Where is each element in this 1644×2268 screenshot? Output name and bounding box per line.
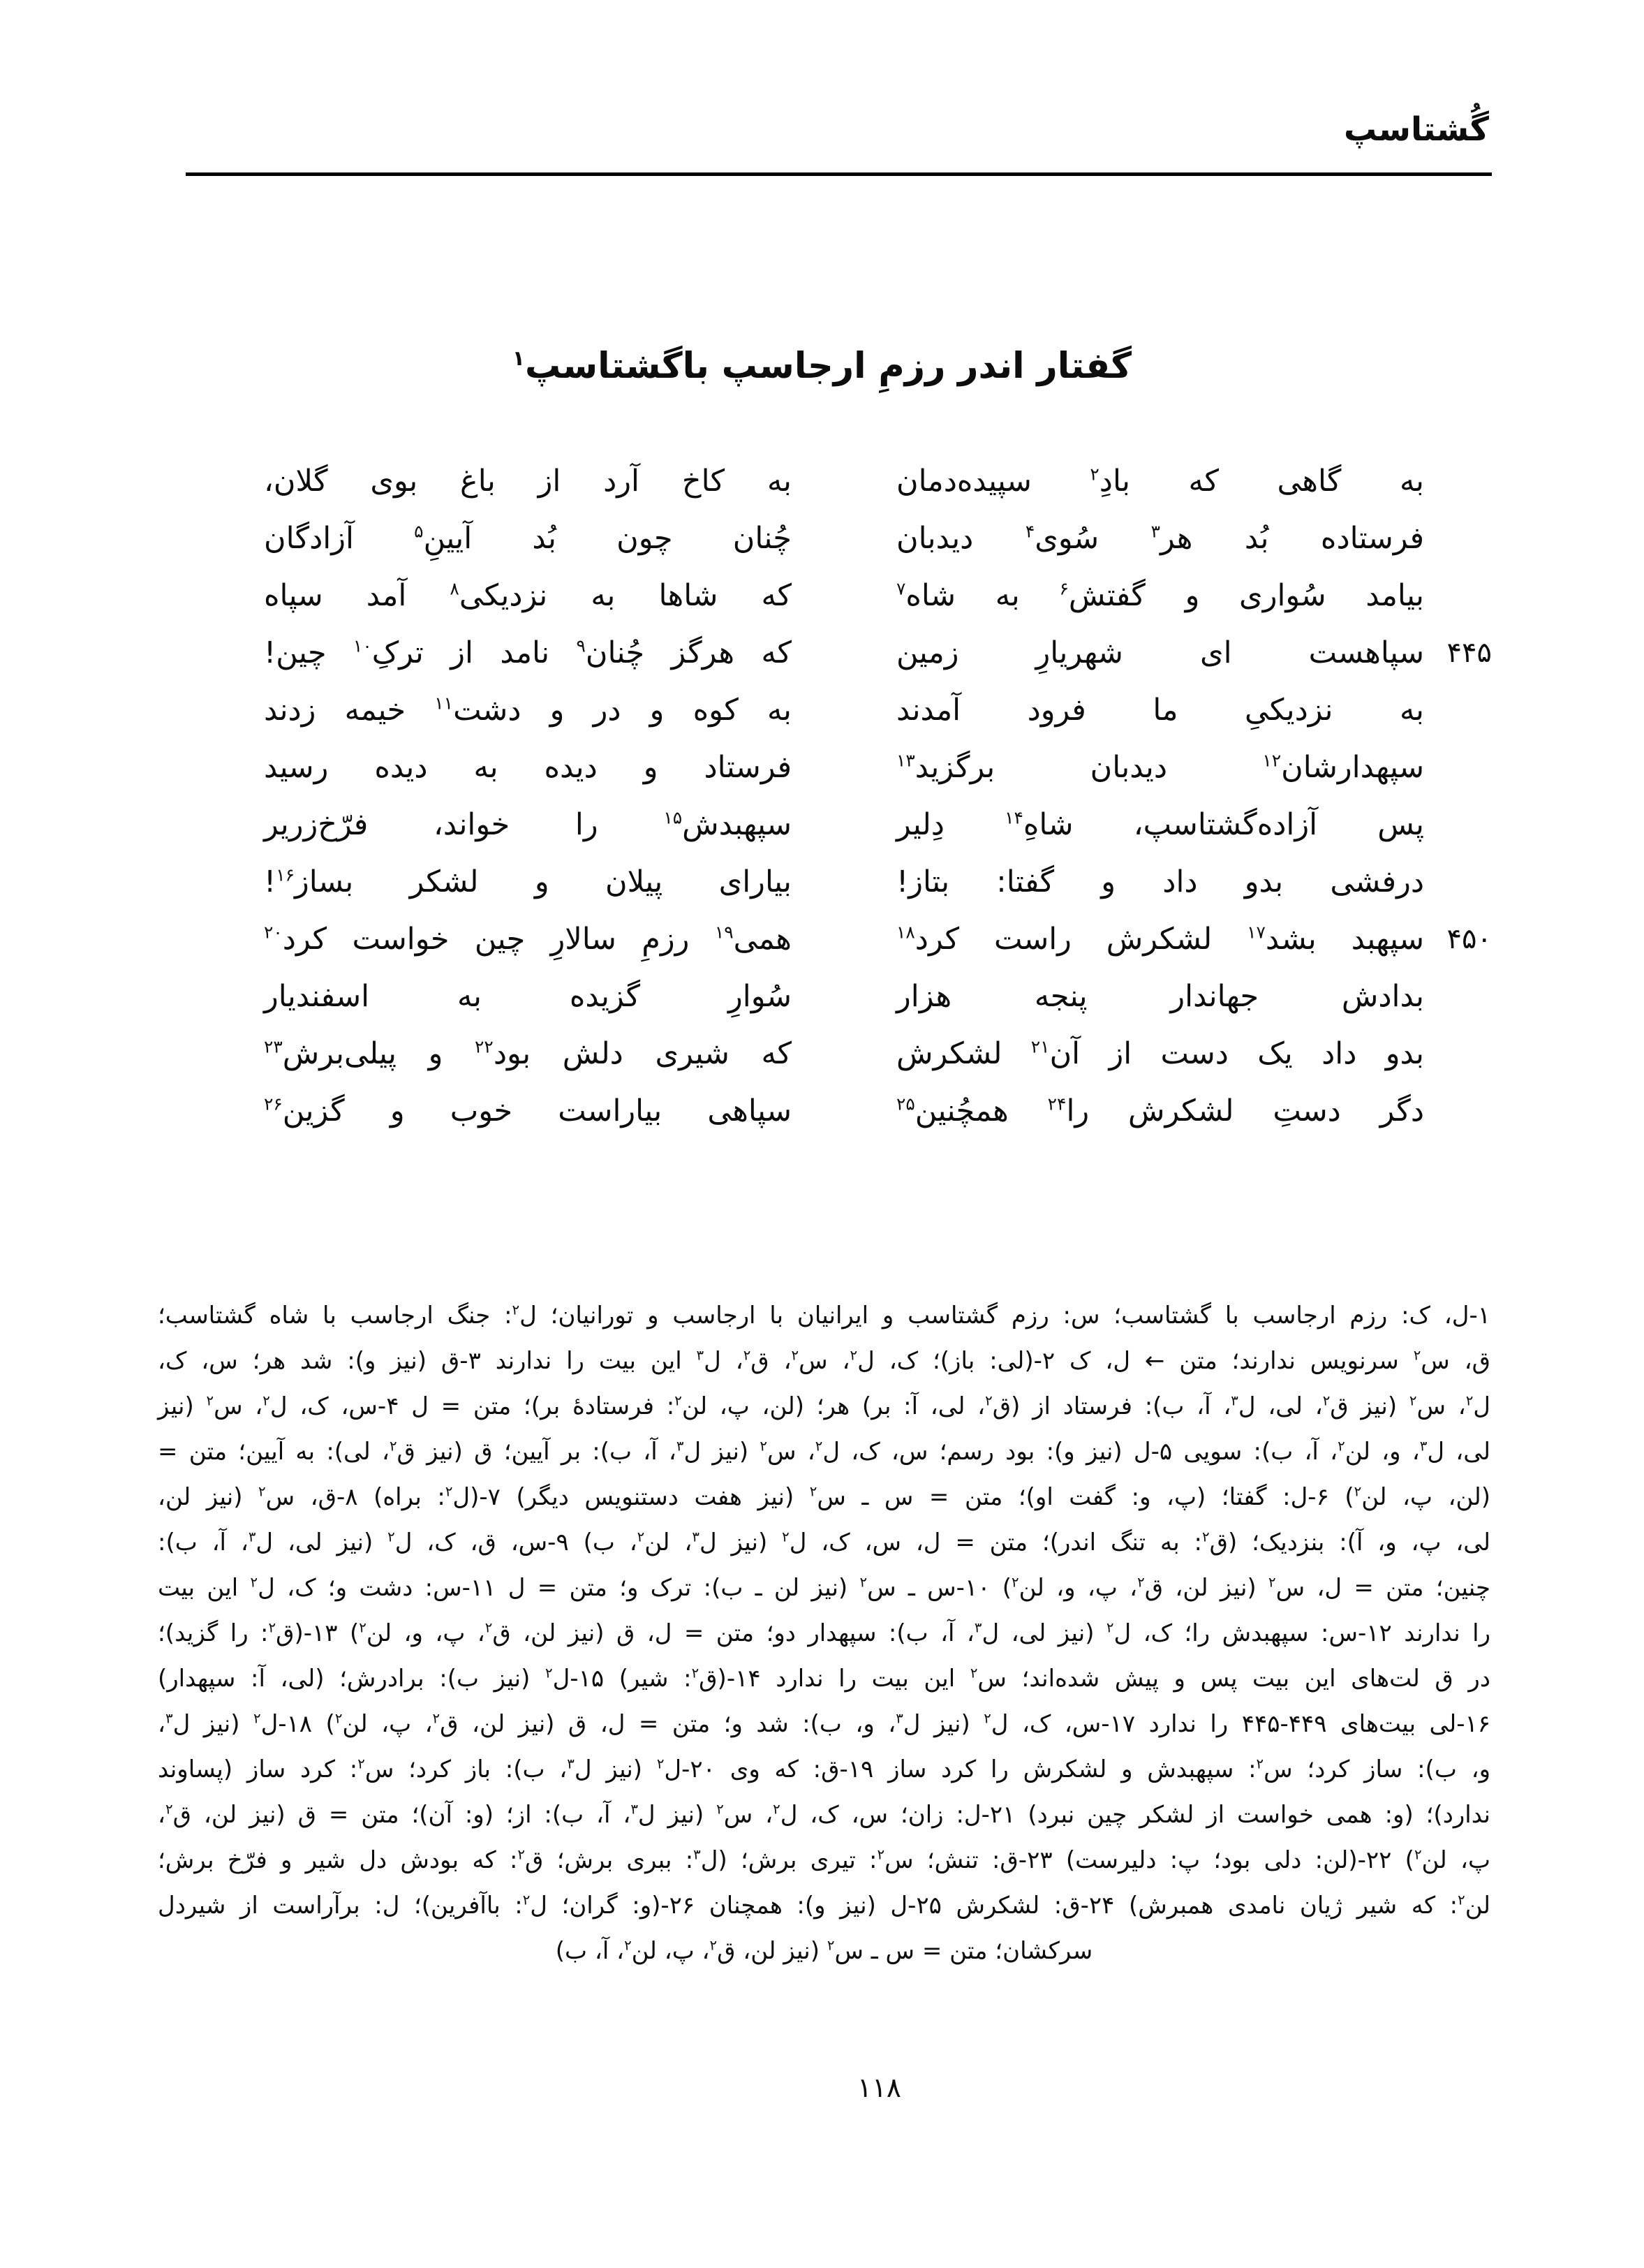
hemistich-left: سپاهی بیاراست خوب و گزین$^{۲۶}$ xyxy=(264,1094,792,1128)
hemistich-left: به کوه و در و دشت$^{۱۱}$ خیمه زدند xyxy=(264,693,792,728)
hemistich-left: به کاخ آرد از باغ بوی گلان، xyxy=(264,464,792,499)
apparatus-line: لی، پ، و، آ): بنزدیک؛ (ق$^۲$: به تنگ اندر)؛ متن = ل، س، ک، ل$^۲$ (نیز ل$^۳$، لن$^۲$، ب) ۹-س، ق، ک، ل$^۲$ (نیز لی، ل$^۳$، آ، ب): xyxy=(158,1529,1491,1556)
apparatus-line: در ق لت‌های این بیت پس و پیش شده‌اند؛ س$^۲$ این بیت را ندارد ۱۴-(ق$^۲$: شیر) ۱۵-ل$^۲$ (نیز ب): برادرش؛ (لی، آ: سپهدار) xyxy=(158,1665,1490,1693)
hemistich-left: که شیری دلش بود$^{۲۲}$ و پیلی‌برش$^{۲۳}$ xyxy=(264,1036,792,1071)
hemistich-right: بدو داد یک دست از آن$^{۲۱}$ لشکرش xyxy=(896,1036,1424,1071)
critical-apparatus xyxy=(158,1293,1490,1974)
hemistich-left: سپهبدش$^{۱۵}$ را خواند، فرّخ‌زریر xyxy=(264,807,792,842)
hemistich-left: سُوارِ گزیده به اسفندیار xyxy=(264,979,792,1014)
apparatus-line: چنین؛ متن = ل، س$^۲$ (نیز لن، ق$^۲$، پ، و، لن$^۲$) ۱۰-س ـ س$^۲$ (نیز لن ـ ب): ترک و؛ متن = ل ۱۱-س: دشت و؛ ک، ل$^۲$ این بیت xyxy=(158,1574,1491,1602)
hemistich-left: که شاها به نزدیکی$^۸$ آمد سپاه xyxy=(264,578,792,613)
apparatus-line: ق، س$^۲$ سرنویس ندارند؛ متن ← ل، ک ۲-(لی: باز)؛ ک، ل$^۲$، س$^۲$، ق$^۲$، ل$^۳$ این بیت را ندارند ۳-ق (نیز و): شد هر؛ س، ک، xyxy=(158,1347,1491,1375)
hemistich-right: سپهدارشان$^{۱۲}$ دیدبان برگزید$^{۱۳}$ xyxy=(896,750,1424,785)
hemistich-right: بیامد سُواری و گفتش$^۶$ به شاه$^۷$ xyxy=(896,578,1424,613)
hemistich-left: که هرگز چُنان$^۹$ نامد از ترکِ$^{۱۰}$ چین! xyxy=(264,635,792,670)
hemistich-left: همی$^{۱۹}$ رزمِ سالارِ چین خواست کرد$^{۲۰}$ xyxy=(264,922,792,957)
hemistich-right: پس آزاده‌گشتاسپ، شاهِ$^{۱۴}$ دِلیر xyxy=(896,807,1424,842)
apparatus-line: ۱۶-لی بیت‌های ‎۴۴۵-۴۴۹‎ را ندارد ۱۷-س، ک، ل$^۲$ (نیز ل$^۳$، و، ب): شد و؛ متن = ل، ق (نیز لن، ق$^۲$، پ، لن$^۲$) ۱۸-ل$^۲$ (نیز ل$^۳$، xyxy=(158,1710,1490,1738)
hemistich-left: چُنان چون بُد آیینِ$^۵$ آزادگان xyxy=(264,521,792,556)
hemistich-right: به نزدیکیِ ما فرود آمدند xyxy=(896,693,1424,728)
apparatus-line: لن$^۲$: که شیر ژیان نامدی همبرش) ۲۴-ق: لشکرش ۲۵-ل (نیز و): همچنان ۲۶-(و: گران؛ ل$^۲$: باآفرین)؛ ل: برآراست از شیردل xyxy=(158,1892,1490,1920)
apparatus-line: پ، لن$^۲$) ۲۲-(لن: دلی بود؛ پ: دلیرست) ۲۳-ق: تنش؛ س$^۲$: تیری برش؛ (ل$^۳$: ببری برش؛ ق$^۲$: که بودش دل شیر و فرّخ برش؛ xyxy=(158,1846,1490,1874)
apparatus-line: ندارد)؛ (و: همی خواست از لشکر چین نبرد) ۲۱-ل: زان؛ س، ک، ل$^۲$، س$^۲$ (نیز ل$^۳$، آ، ب): از؛ (و: آن)؛ متن = ق (نیز لن، ق$^۲$، xyxy=(158,1801,1491,1829)
running-header: گُشتاسپ xyxy=(1344,110,1489,149)
apparatus-line: و، ب): ساز کرد؛ س$^۲$: سپهبدش و لشکرش را کرد ساز ۱۹-ق: که وی ۲۰-ل$^۲$ (نیز ل$^۳$، ب): باز کرد؛ س$^۲$: کرد ساز (پساوند xyxy=(158,1755,1490,1783)
apparatus-line-last: سرکشان؛ متن = س ـ س$^۲$ (نیز لن، ق$^۲$، پ، لن$^۲$، آ، ب) xyxy=(555,1937,1093,1965)
hemistich-right: بدادش جهاندار پنجه هزار xyxy=(896,979,1424,1014)
apparatus-line: ۱-ل، ک: رزم ارجاسب با گشتاسب؛ س: رزم گشتاسب و ایرانیان با ارجاسب و تورانیان؛ ل$^۲$: جنگ ارجاسب با شاه گشتاسب؛ xyxy=(158,1302,1490,1330)
hemistich-right: به گاهی که بادِ$^۲$ سپیده‌دمان xyxy=(896,464,1424,499)
hemistich-right: فرستاده بُد هر$^۳$ سُوی$^۴$ دیدبان xyxy=(896,521,1424,556)
apparatus-line: (لن، پ، لن$^۲$) ۶-ل: گفتا؛ (پ، و: گفت او)؛ متن = س ـ س$^۲$ (نیز هفت دستنویس دیگر) ۷-(ل$^۲$: براه) ۸-ق، س$^۲$ (نیز لن، xyxy=(158,1483,1490,1511)
page-number: ۱۱۸ xyxy=(857,2072,901,2104)
hemistich-right: سپهبد بشد$^{۱۷}$ لشکرش راست کرد$^{۱۸}$ xyxy=(896,922,1424,957)
hemistich-right: درفشی بدو داد و گفتا: بتاز! xyxy=(896,864,1424,899)
verse-block xyxy=(264,452,1424,1140)
hemistich-right: سپاهست ای شهریارِ زمین xyxy=(896,635,1424,670)
hemistich-left: بیارای پیلان و لشکر بساز$^{۱۶}$! xyxy=(264,864,792,899)
hemistich-right: دگر دستِ لشکرش را$^{۲۴}$ همچُنین$^{۲۵}$ xyxy=(896,1094,1424,1128)
apparatus-line: لی، ل$^۳$، و، لن$^۲$، آ، ب): سویی ۵-ل (نیز و): بود رسم؛ س، ک، ل$^۲$، س$^۲$ (نیز ل$^۳$، آ، ب): بر آیین؛ ق (نیز ق$^۲$، لی): به آیین؛ متن = xyxy=(158,1438,1490,1466)
apparatus-line: را ندارند ۱۲-س: سپهبدش را؛ ک، ل$^۲$ (نیز لی، ل$^۳$، آ، ب): سپهدار دو؛ متن = ل، ق (نیز لن، ق$^۲$، پ، و، لن$^۲$) ۱۳-(ق$^۲$: را گزید)؛ xyxy=(158,1619,1491,1647)
verse-number-450: ۴۵۰ xyxy=(1446,923,1492,955)
verse-number-445: ۴۴۵ xyxy=(1446,637,1492,669)
hemistich-left: فرستاد و دیده به دیده رسید xyxy=(264,750,792,785)
apparatus-line: ل$^۲$، س$^۲$ (نیز ق$^۲$، لی، ل$^۳$، آ، ب): فرستاد از (ق$^۲$، لی، آ: بر) هر؛ (لن، پ، لن$^۲$: فرستادهٔ بر)؛ متن = ل ۴-س، ک، ل$^۲$، س$^۲$ (نیز xyxy=(158,1392,1490,1420)
section-title: گفتار اندر رزمِ ارجاسپ باگشتاسپ$^۱$ xyxy=(512,346,1132,387)
header-rule xyxy=(186,172,1492,176)
